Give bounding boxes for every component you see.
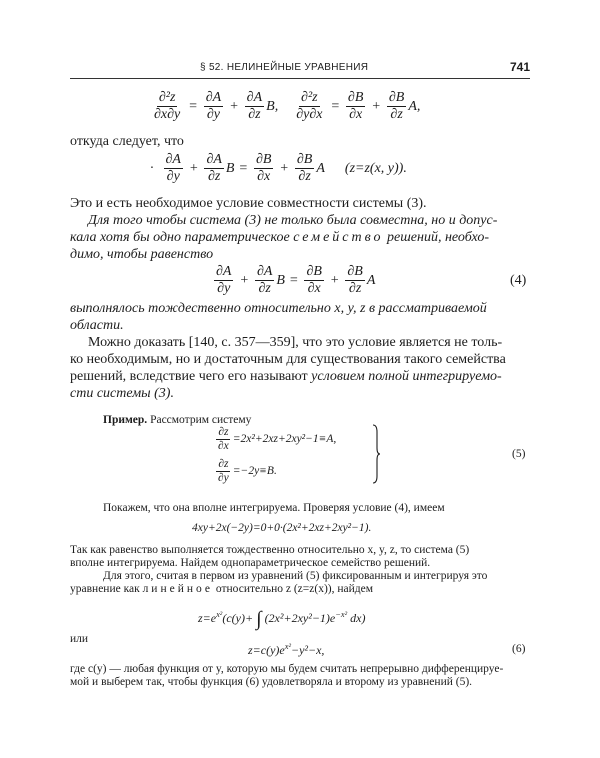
paragraph-3-line-1: выполнялось тождественно относительно x, y, z в рассматриваемой (70, 301, 487, 316)
right-brace (372, 424, 380, 484)
paragraph-3-line-2: области. (70, 318, 124, 333)
example-heading: Пример. Рассмотрим систему (103, 414, 252, 426)
equation-check: 4xy+2x(−2y)=0+0·(2x²+2xz+2xy²−1). (192, 522, 372, 534)
paragraph-5: Покажем, что она вполне интегрируема. Проверяя условие (4), имеем (103, 502, 445, 514)
paragraph-6-line-2: вполне интегрируема. Найдем однопараметрическое семейство решений. (70, 557, 431, 569)
equation-5-row-1: $\frac{\partial z}{\partial x}$ =2x²+2xz+2xy²−1≡A, (218, 426, 337, 452)
equation-6: $z=c(y)e^{x^2}-y^2-x$, (248, 642, 325, 657)
paragraph-6-line-1: Так как равенство выполняется тождественно относительно x, y, z, то система (5) (70, 544, 470, 556)
section-title: § 52. НЕЛИНЕЙНЫЕ УРАВНЕНИЯ (200, 62, 369, 73)
text-otkuda: откуда следует, что (70, 134, 184, 149)
equation-5-label: (5) (512, 448, 526, 460)
paragraph-2-line-1: Для того чтобы система (3) не только была совместна, но и допус- (88, 213, 498, 228)
page-number: 741 (509, 60, 530, 74)
equation-4: ∂A ∂y + $\frac{\partial A}{\partial z}$ B = $\frac{\partial B}{\partial x}$ + $\frac{\partial B}{\partial z}$ A (216, 264, 376, 297)
equation-mixed-derivatives: $\frac{\text{∂²z}}{\partial x\partial y}$ = $\frac{\partial A}{\partial y}$ + $\frac{\partial A}{\partial z}$ B, $\frac{\text{∂²z}}{\partial y\partial x}$ = $\frac{\partial B}{\partial x}$ + $\frac{\partial B}{\partial z}$ A, (154, 90, 421, 123)
equation-5-row-2: $\frac{\partial z}{\partial y}$ =−2y≡B. (218, 458, 277, 484)
paragraph-7-line-2: уравнение как линейное относительно z (z=z(x)), найдем (70, 583, 374, 595)
paragraph-7-line-1: Для этого, считая в первом из уравнений (5) фиксированным и интегрируя это (103, 570, 488, 582)
paragraph-2-line-3: димо, чтобы равенство (70, 247, 214, 262)
paragraph-necessary-condition: Это и есть необходимое условие совместности системы (3). (70, 196, 427, 211)
running-header (70, 60, 530, 79)
paragraph-4-line-2: ко необходимым, но и достаточным для существования такого семейства (70, 352, 506, 367)
equation-6-label: (6) (512, 643, 526, 655)
paragraph-8-line-2: мой и выберем так, чтобы функция (6) удовлетворяла и второму из уравнений (5). (70, 676, 473, 688)
equation-solution: $z=e^{x^2}(c(y)+$ ∫ $(2x^2+2xy^2-1)e^{-x^2}$ dx) (198, 608, 366, 630)
equation-4-label: (4) (510, 273, 527, 288)
paragraph-4-line-4: сти системы (3). (70, 386, 174, 401)
equation-compatibility: · ∂A ∂y + $\frac{\partial A}{\partial z}$ B = $\frac{\partial B}{\partial x}$ + $\frac{\partial B}{\partial z}$ A (z=z(x, y)). (150, 152, 407, 185)
paragraph-2-line-2: кала хотя бы одно параметрическое семейство решений, необхо- (70, 230, 490, 245)
paragraph-8-line-1: где c(y) — любая функция от y, которую мы будем считать непрерывно дифференцируе- (70, 663, 504, 675)
paragraph-4-line-1: Можно доказать [140, с. 357—359], что это условие является не толь- (88, 335, 503, 350)
paragraph-4-line-3: решений, вследствие чего его называют условием полной интегрируемо- (70, 369, 502, 384)
word-ili: или (70, 633, 89, 645)
